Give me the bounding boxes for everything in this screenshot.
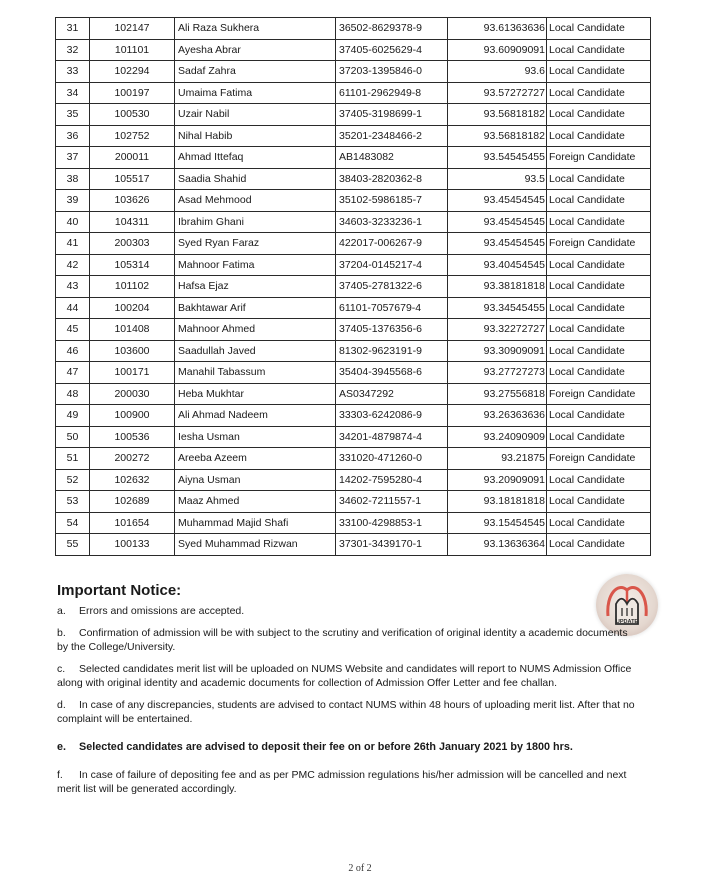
table-row: [56, 190, 651, 212]
table-row: [56, 534, 651, 556]
candidate-name-cell: Umaima Fatima: [175, 82, 336, 104]
aggregate-cell: 93.38181818: [448, 276, 547, 298]
table-row: [56, 168, 651, 190]
candidate-type-cell: Local Candidate: [547, 362, 651, 384]
merit-list-table: [55, 17, 651, 556]
serial-number-cell: 36: [56, 125, 90, 147]
cnic-cell: 34603-3233236-1: [336, 211, 448, 233]
aggregate-cell: 93.32272727: [448, 319, 547, 341]
serial-number-cell: 55: [56, 534, 90, 556]
candidate-name-cell: Ahmad Ittefaq: [175, 147, 336, 169]
candidate-name-cell: Muhammad Majid Shafi: [175, 512, 336, 534]
aggregate-cell: 93.30909091: [448, 340, 547, 362]
candidate-name-cell: Aiyna Usman: [175, 469, 336, 491]
important-notice: [57, 584, 637, 804]
table-row: [56, 276, 651, 298]
roll-number-cell: 101408: [90, 319, 175, 341]
candidate-name-cell: Mahnoor Ahmed: [175, 319, 336, 341]
candidate-type-cell: Local Candidate: [547, 190, 651, 212]
table-row: [56, 319, 651, 341]
notice-item-text: Errors and omissions are accepted.: [79, 605, 245, 617]
table-row: [56, 469, 651, 491]
aggregate-cell: 93.40454545: [448, 254, 547, 276]
serial-number-cell: 47: [56, 362, 90, 384]
serial-number-cell: 42: [56, 254, 90, 276]
candidate-type-cell: Local Candidate: [547, 405, 651, 427]
candidate-type-cell: Local Candidate: [547, 276, 651, 298]
roll-number-cell: 100530: [90, 104, 175, 126]
candidate-name-cell: Ayesha Abrar: [175, 39, 336, 61]
serial-number-cell: 49: [56, 405, 90, 427]
aggregate-cell: 93.27556818: [448, 383, 547, 405]
candidate-type-cell: Local Candidate: [547, 340, 651, 362]
candidate-name-cell: Nihal Habib: [175, 125, 336, 147]
candidate-type-cell: Local Candidate: [547, 534, 651, 556]
aggregate-cell: 93.5: [448, 168, 547, 190]
serial-number-cell: 48: [56, 383, 90, 405]
candidate-type-cell: Local Candidate: [547, 469, 651, 491]
candidate-name-cell: Mahnoor Fatima: [175, 254, 336, 276]
candidate-type-cell: Local Candidate: [547, 82, 651, 104]
candidate-type-cell: Local Candidate: [547, 39, 651, 61]
notice-item: [57, 626, 637, 654]
aggregate-cell: 93.27727273: [448, 362, 547, 384]
candidate-type-cell: Local Candidate: [547, 211, 651, 233]
candidate-name-cell: Syed Muhammad Rizwan: [175, 534, 336, 556]
aggregate-cell: 93.20909091: [448, 469, 547, 491]
notice-item-text: Selected candidates merit list will be uploaded on NUMS Website and candidates will report to NUMS Admission Office along with original identity and academic documents for collection of Admission Offer Letter and fee challan.: [57, 663, 632, 689]
table-row: [56, 125, 651, 147]
notice-title: Important Notice:: [57, 582, 182, 599]
page-number: 2 of 2: [348, 863, 372, 874]
table-row: [56, 297, 651, 319]
cnic-cell: 37204-0145217-4: [336, 254, 448, 276]
table-row: [56, 448, 651, 470]
candidate-name-cell: Sadaf Zahra: [175, 61, 336, 83]
aggregate-cell: 93.34545455: [448, 297, 547, 319]
serial-number-cell: 34: [56, 82, 90, 104]
candidate-name-cell: Ali Ahmad Nadeem: [175, 405, 336, 427]
serial-number-cell: 46: [56, 340, 90, 362]
cnic-cell: 14202-7595280-4: [336, 469, 448, 491]
candidate-type-cell: Local Candidate: [547, 254, 651, 276]
notice-item: [57, 662, 637, 690]
aggregate-cell: 93.56818182: [448, 125, 547, 147]
serial-number-cell: 44: [56, 297, 90, 319]
cnic-cell: 38403-2820362-8: [336, 168, 448, 190]
table-row: [56, 362, 651, 384]
candidate-type-cell: Foreign Candidate: [547, 383, 651, 405]
table-row: [56, 104, 651, 126]
aggregate-cell: 93.24090909: [448, 426, 547, 448]
candidate-type-cell: Local Candidate: [547, 168, 651, 190]
serial-number-cell: 37: [56, 147, 90, 169]
notice-item: [57, 768, 637, 796]
serial-number-cell: 52: [56, 469, 90, 491]
serial-number-cell: 39: [56, 190, 90, 212]
aggregate-cell: 93.57272727: [448, 82, 547, 104]
candidate-type-cell: Local Candidate: [547, 426, 651, 448]
candidate-name-cell: Saadia Shahid: [175, 168, 336, 190]
roll-number-cell: 100204: [90, 297, 175, 319]
candidate-type-cell: Foreign Candidate: [547, 233, 651, 255]
roll-number-cell: 200011: [90, 147, 175, 169]
candidate-type-cell: Foreign Candidate: [547, 448, 651, 470]
candidate-name-cell: Uzair Nabil: [175, 104, 336, 126]
cnic-cell: 37405-6025629-4: [336, 39, 448, 61]
roll-number-cell: 100171: [90, 362, 175, 384]
cnic-cell: AB1483082: [336, 147, 448, 169]
candidate-name-cell: Maaz Ahmed: [175, 491, 336, 513]
cnic-cell: 37405-3198699-1: [336, 104, 448, 126]
serial-number-cell: 50: [56, 426, 90, 448]
notice-item-label: a.: [57, 605, 66, 617]
serial-number-cell: 41: [56, 233, 90, 255]
aggregate-cell: 93.26363636: [448, 405, 547, 427]
candidate-type-cell: Local Candidate: [547, 125, 651, 147]
cnic-cell: 61101-7057679-4: [336, 297, 448, 319]
cnic-cell: 34201-4879874-4: [336, 426, 448, 448]
cnic-cell: 81302-9623191-9: [336, 340, 448, 362]
serial-number-cell: 35: [56, 104, 90, 126]
candidate-name-cell: Areeba Azeem: [175, 448, 336, 470]
aggregate-cell: 93.45454545: [448, 233, 547, 255]
notice-items: [57, 604, 637, 796]
cnic-cell: 61101-2962949-8: [336, 82, 448, 104]
table-row: [56, 383, 651, 405]
table-row: [56, 82, 651, 104]
candidate-type-cell: Local Candidate: [547, 491, 651, 513]
candidate-name-cell: Ali Raza Sukhera: [175, 18, 336, 40]
roll-number-cell: 104311: [90, 211, 175, 233]
aggregate-cell: 93.21875: [448, 448, 547, 470]
table-row: [56, 426, 651, 448]
aggregate-cell: 93.45454545: [448, 190, 547, 212]
cnic-cell: 33303-6242086-9: [336, 405, 448, 427]
cnic-cell: 37405-1376356-6: [336, 319, 448, 341]
candidate-name-cell: Iesha Usman: [175, 426, 336, 448]
candidate-type-cell: Local Candidate: [547, 61, 651, 83]
roll-number-cell: 100536: [90, 426, 175, 448]
serial-number-cell: 33: [56, 61, 90, 83]
aggregate-cell: 93.13636364: [448, 534, 547, 556]
roll-number-cell: 102147: [90, 18, 175, 40]
roll-number-cell: 102632: [90, 469, 175, 491]
cnic-cell: 35201-2348466-2: [336, 125, 448, 147]
serial-number-cell: 45: [56, 319, 90, 341]
aggregate-cell: 93.60909091: [448, 39, 547, 61]
roll-number-cell: 103600: [90, 340, 175, 362]
cnic-cell: 37203-1395846-0: [336, 61, 448, 83]
candidate-name-cell: Hafsa Ejaz: [175, 276, 336, 298]
cnic-cell: 331020-471260-0: [336, 448, 448, 470]
roll-number-cell: 200030: [90, 383, 175, 405]
table-row: [56, 211, 651, 233]
table-row: [56, 18, 651, 40]
candidate-type-cell: Local Candidate: [547, 18, 651, 40]
serial-number-cell: 51: [56, 448, 90, 470]
roll-number-cell: 102689: [90, 491, 175, 513]
aggregate-cell: 93.61363636: [448, 18, 547, 40]
cnic-cell: 34602-7211557-1: [336, 491, 448, 513]
merit-list-body: [56, 18, 651, 556]
roll-number-cell: 100133: [90, 534, 175, 556]
notice-item-text: Selected candidates are advised to deposit their fee on or before 26th January 2021 by 1800 hrs.: [79, 741, 573, 753]
notice-item-text: Confirmation of admission will be with subject to the scrutiny and verification of original identity a academic documents by the College/University.: [57, 627, 628, 653]
table-row: [56, 405, 651, 427]
notice-item-text: In case of failure of depositing fee and as per PMC admission regulations his/her admission will be cancelled and next merit list will be generated accordingly.: [57, 769, 627, 795]
roll-number-cell: 103626: [90, 190, 175, 212]
candidate-name-cell: Ibrahim Ghani: [175, 211, 336, 233]
aggregate-cell: 93.56818182: [448, 104, 547, 126]
roll-number-cell: 200272: [90, 448, 175, 470]
candidate-type-cell: Local Candidate: [547, 104, 651, 126]
roll-number-cell: 105517: [90, 168, 175, 190]
table-row: [56, 491, 651, 513]
notice-item-label: d.: [57, 699, 66, 711]
roll-number-cell: 105314: [90, 254, 175, 276]
table-row: [56, 233, 651, 255]
candidate-name-cell: Bakhtawar Arif: [175, 297, 336, 319]
roll-number-cell: 102294: [90, 61, 175, 83]
notice-item-label: c.: [57, 663, 66, 675]
serial-number-cell: 43: [56, 276, 90, 298]
serial-number-cell: 32: [56, 39, 90, 61]
candidate-name-cell: Syed Ryan Faraz: [175, 233, 336, 255]
candidate-type-cell: Local Candidate: [547, 512, 651, 534]
cnic-cell: 422017-006267-9: [336, 233, 448, 255]
candidate-type-cell: Foreign Candidate: [547, 147, 651, 169]
aggregate-cell: 93.54545455: [448, 147, 547, 169]
serial-number-cell: 38: [56, 168, 90, 190]
table-row: [56, 147, 651, 169]
notice-item: [57, 698, 637, 726]
candidate-type-cell: Local Candidate: [547, 297, 651, 319]
table-row: [56, 340, 651, 362]
roll-number-cell: 101654: [90, 512, 175, 534]
serial-number-cell: 40: [56, 211, 90, 233]
cnic-cell: 35102-5986185-7: [336, 190, 448, 212]
serial-number-cell: 31: [56, 18, 90, 40]
notice-item: [57, 604, 637, 618]
cnic-cell: 37301-3439170-1: [336, 534, 448, 556]
cnic-cell: AS0347292: [336, 383, 448, 405]
table-row: [56, 254, 651, 276]
aggregate-cell: 93.15454545: [448, 512, 547, 534]
candidate-name-cell: Manahil Tabassum: [175, 362, 336, 384]
roll-number-cell: 101101: [90, 39, 175, 61]
notice-item-label: f.: [57, 769, 63, 781]
notice-item-label: b.: [57, 627, 66, 639]
roll-number-cell: 200303: [90, 233, 175, 255]
table-row: [56, 512, 651, 534]
table-row: [56, 39, 651, 61]
candidate-type-cell: Local Candidate: [547, 319, 651, 341]
candidate-name-cell: Heba Mukhtar: [175, 383, 336, 405]
notice-item-label: e.: [57, 741, 67, 753]
cnic-cell: 33100-4298853-1: [336, 512, 448, 534]
aggregate-cell: 93.45454545: [448, 211, 547, 233]
roll-number-cell: 102752: [90, 125, 175, 147]
svg-text:UPDATE: UPDATE: [615, 619, 639, 625]
roll-number-cell: 100197: [90, 82, 175, 104]
roll-number-cell: 100900: [90, 405, 175, 427]
serial-number-cell: 54: [56, 512, 90, 534]
aggregate-cell: 93.18181818: [448, 491, 547, 513]
cnic-cell: 37405-2781322-6: [336, 276, 448, 298]
candidate-name-cell: Saadullah Javed: [175, 340, 336, 362]
cnic-cell: 36502-8629378-9: [336, 18, 448, 40]
aggregate-cell: 93.6: [448, 61, 547, 83]
roll-number-cell: 101102: [90, 276, 175, 298]
table-row: [56, 61, 651, 83]
notice-item: [57, 740, 637, 754]
cnic-cell: 35404-3945568-6: [336, 362, 448, 384]
candidate-name-cell: Asad Mehmood: [175, 190, 336, 212]
serial-number-cell: 53: [56, 491, 90, 513]
notice-item-text: In case of any discrepancies, students are advised to contact NUMS within 48 hours of uploading merit list. After that no complaint will be entertained.: [57, 699, 635, 725]
